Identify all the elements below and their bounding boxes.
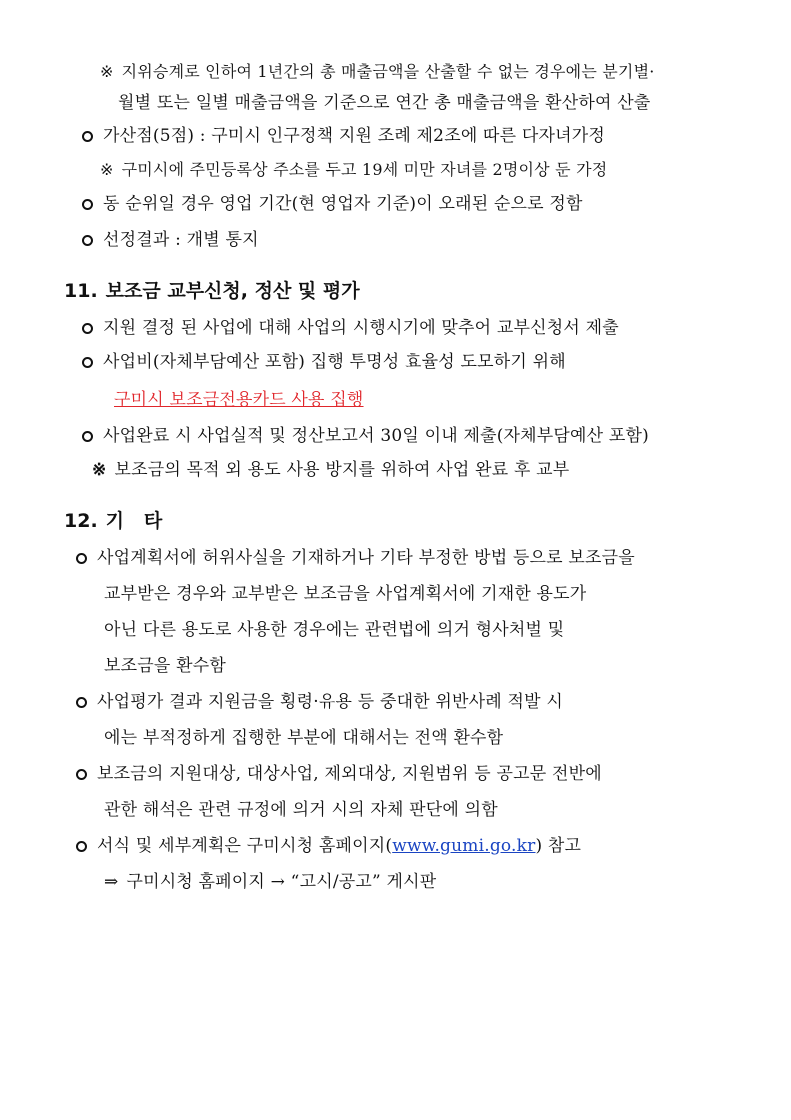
- circle-bullet-icon: [82, 131, 93, 142]
- note-mark: ※: [92, 460, 107, 480]
- sub-pointer-line: [104, 870, 436, 894]
- bullet-item-report: [82, 424, 649, 448]
- bullet-continuation: 아닌 다른 용도로 사용한 경우에는 관련법에 의거 형사처벌 및: [104, 620, 565, 640]
- bullet-text: 사업평가 결과 지원금을 횡령·유용 등 중대한 위반사례 적발 시: [97, 692, 563, 712]
- bullet-text: 사업완료 시 사업실적 및 정산보고서 30일 이내 제출(자체부담예산 포함): [103, 426, 649, 446]
- bullet-text-prefix: 서식 및 세부계획은 구미시청 홈페이지(: [97, 836, 393, 856]
- bullet-text: 선정결과 : 개별 통지: [103, 230, 259, 250]
- bullet-item-evaluation: [76, 690, 563, 714]
- note-line: [100, 158, 607, 182]
- bullet-text: 사업계획서에 허위사실을 기재하거나 기타 부정한 방법 등으로 보조금을: [97, 548, 635, 568]
- homepage-link[interactable]: www.gumi.go.kr: [392, 836, 536, 856]
- bullet-continuation: 에는 부적정하게 집행한 부분에 대해서는 전액 환수함: [104, 728, 504, 748]
- circle-bullet-icon: [76, 553, 87, 564]
- bullet-item-fraud: [76, 546, 635, 570]
- bullet-text: 사업비(자체부담예산 포함) 집행 투명성 효율성 도모하기 위해: [103, 352, 566, 372]
- bullet-continuation: 교부받은 경우와 교부받은 보조금을 사업계획서에 기재한 용도가: [104, 584, 587, 604]
- bullet-item-apply: [82, 316, 619, 340]
- circle-bullet-icon: [82, 235, 93, 246]
- bullet-text: 보조금의 지원대상, 대상사업, 제외대상, 지원범위 등 공고문 전반에: [97, 764, 602, 784]
- note-line: [100, 60, 655, 84]
- note-continuation: 월별 또는 일별 매출금액을 기준으로 연간 총 매출금액을 환산하여 산출: [118, 93, 651, 113]
- circle-bullet-icon: [82, 431, 93, 442]
- sub-pointer-text: 구미시청 홈페이지 → “고시/공고” 게시판: [126, 872, 437, 892]
- section-number: 12.: [64, 510, 98, 532]
- section-heading-12: [64, 508, 162, 534]
- circle-bullet-icon: [76, 769, 87, 780]
- section-number: 11.: [64, 280, 98, 302]
- bullet-item-budget: [82, 350, 566, 374]
- note-text: 보조금의 목적 외 용도 사용 방지를 위하여 사업 완료 후 교부: [114, 460, 570, 480]
- circle-bullet-icon: [76, 697, 87, 708]
- bullet-item-interpretation: [76, 762, 602, 786]
- highlight-card-usage: 구미시 보조금전용카드 사용 집행: [114, 390, 364, 410]
- circle-bullet-icon: [82, 199, 93, 210]
- note-mark: ※: [100, 160, 114, 179]
- section-heading-11: [64, 278, 360, 304]
- circle-bullet-icon: [82, 357, 93, 368]
- arrow-icon: ⇒: [104, 872, 119, 892]
- note-text: 구미시에 주민등록상 주소를 두고 19세 미만 자녀를 2명이상 둔 가정: [121, 160, 608, 179]
- section-title: 보조금 교부신청, 정산 및 평가: [105, 280, 360, 302]
- bullet-text-suffix: ) 참고: [535, 836, 582, 856]
- bullet-continuation: 관한 해석은 관련 규정에 의거 시의 자체 판단에 의함: [104, 800, 498, 820]
- section-title: 기 타: [105, 510, 163, 532]
- bullet-text: 동 순위일 경우 영업 기간(현 영업자 기준)이 오래된 순으로 정함: [103, 194, 583, 214]
- bullet-item-forms: [76, 834, 581, 858]
- bullet-text: 지원 결정 된 사업에 대해 사업의 시행시기에 맞추어 교부신청서 제출: [103, 318, 619, 338]
- circle-bullet-icon: [76, 841, 87, 852]
- bullet-item-tie: [82, 192, 583, 216]
- note-text: 지위승계로 인하여 1년간의 총 매출금액을 산출할 수 없는 경우에는 분기별·: [121, 62, 655, 81]
- note-line: [92, 458, 569, 482]
- circle-bullet-icon: [82, 323, 93, 334]
- note-mark: ※: [100, 62, 114, 81]
- bullet-text: 가산점(5점) : 구미시 인구정책 지원 조례 제2조에 따른 다자녀가정: [103, 126, 606, 146]
- bullet-item-bonus: [82, 124, 605, 148]
- bullet-continuation: 보조금을 환수함: [104, 656, 226, 676]
- bullet-item-result: [82, 228, 259, 252]
